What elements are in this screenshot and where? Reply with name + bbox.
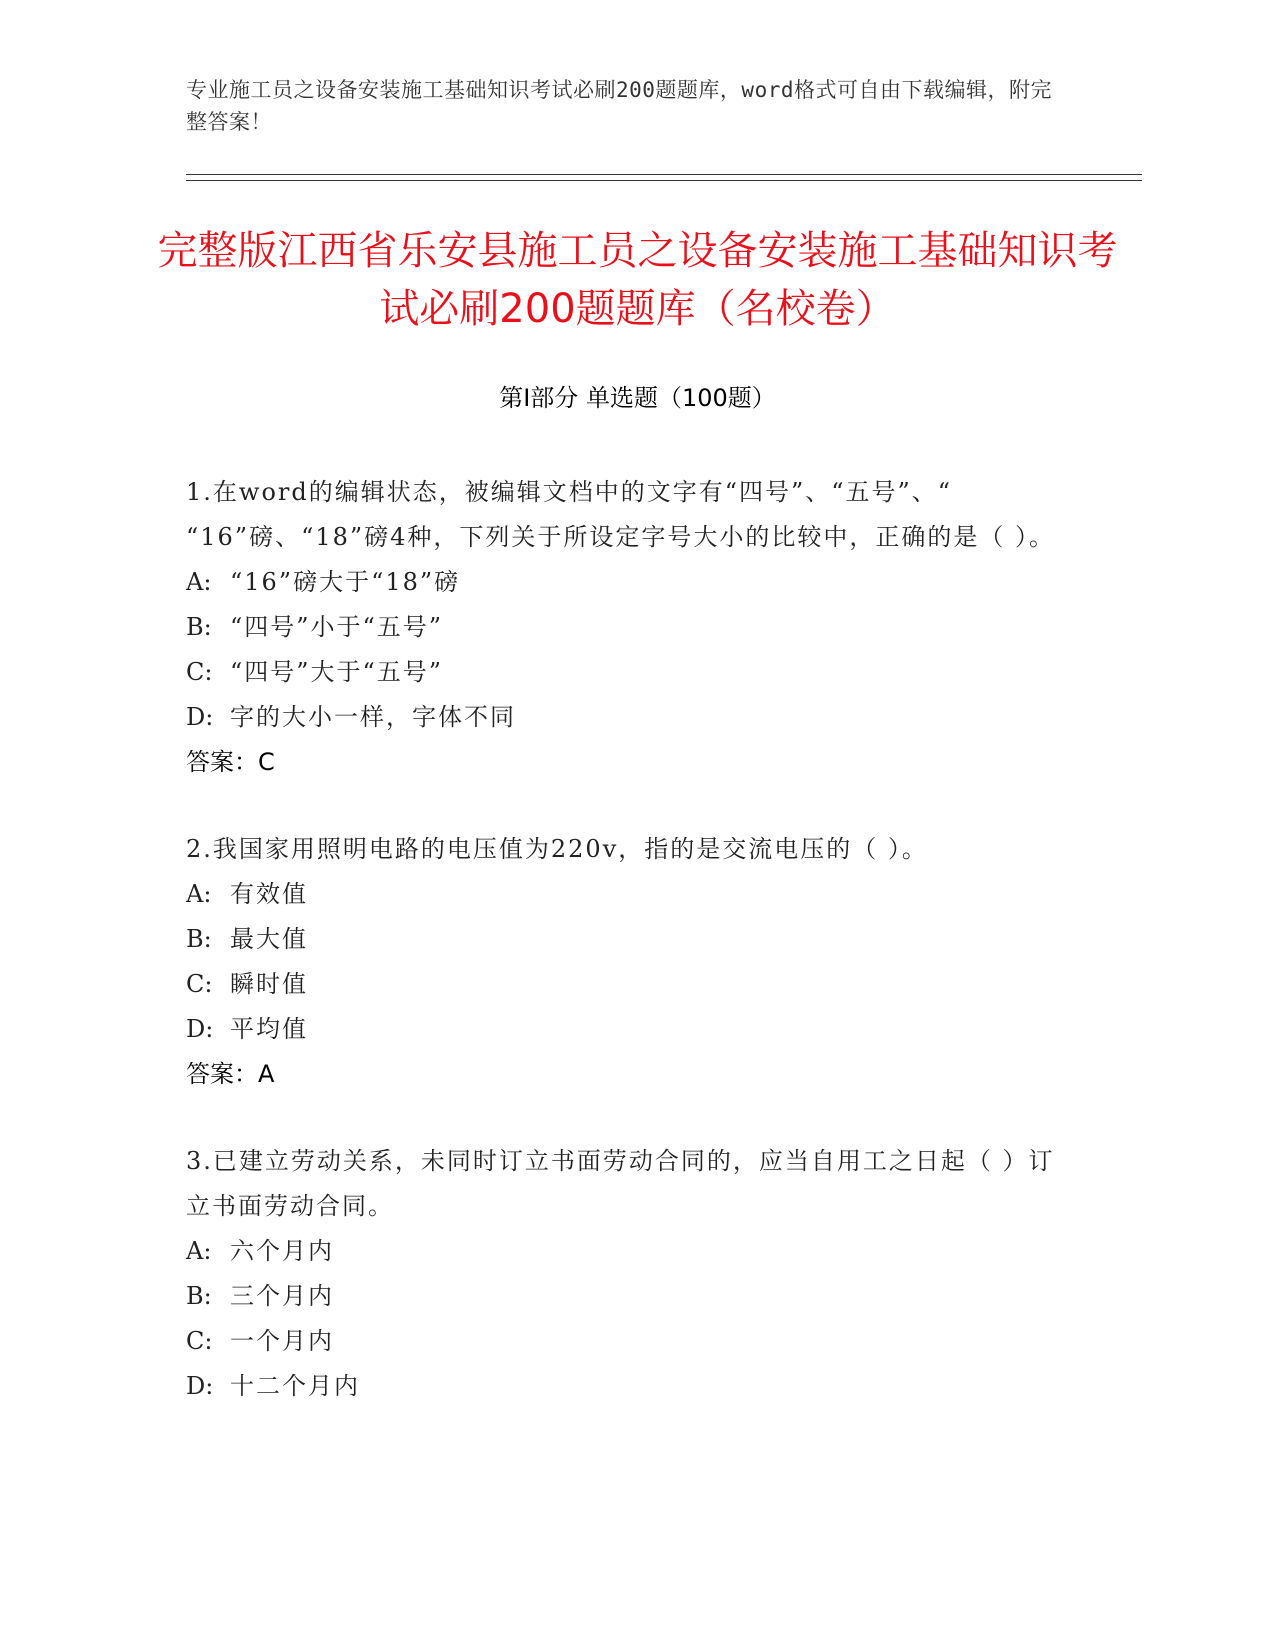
option-a [186, 560, 1066, 605]
answer-line: 答案：C [186, 748, 275, 776]
option-text: 最大值 [230, 925, 308, 953]
question-list [186, 470, 1066, 1451]
header-divider-top [186, 174, 1142, 175]
option-key: A: [186, 1237, 212, 1265]
section-title: 第Ⅰ部分 单选题（100题） [499, 384, 776, 412]
option-a [186, 1229, 1066, 1274]
question-3 [186, 1139, 1066, 1409]
option-c [186, 962, 1066, 1007]
option-key: D: [186, 703, 214, 731]
option-text: 有效值 [230, 880, 308, 908]
option-key: C: [186, 970, 213, 998]
option-key: B: [186, 1282, 212, 1310]
question-stem: 2.我国家用照明电路的电压值为220v，指的是交流电压的（ ）。 [186, 835, 928, 863]
option-key: C: [186, 658, 213, 686]
option-text: “16”磅大于“18”磅 [230, 568, 461, 596]
option-key: A: [186, 880, 212, 908]
option-key: B: [186, 925, 212, 953]
option-text: “四号”小于“五号” [230, 613, 444, 641]
option-text: 六个月内 [230, 1237, 334, 1265]
document-title: 完整版江西省乐安县施工员之设备安装施工基础知识考试必刷200题题库（名校卷） [157, 228, 1118, 332]
option-text: 瞬时值 [230, 970, 308, 998]
option-key: C: [186, 1327, 213, 1355]
option-text: 三个月内 [230, 1282, 334, 1310]
header-divider-bottom [186, 180, 1142, 181]
option-key: A: [186, 568, 212, 596]
question-stem: 3.已建立劳动关系，未同时订立书面劳动合同的，应当自用工之日起（ ）订立书面劳动合同。 [186, 1147, 1055, 1220]
option-text: “四号”大于“五号” [230, 658, 444, 686]
answer-line: 答案：A [186, 1060, 275, 1088]
option-key: D: [186, 1015, 214, 1043]
question-stem: 1.在word的编辑状态，被编辑文档中的文字有“四号”、“五号”、“ “16”磅、“18”磅4种，下列关于所设定字号大小的比较中，正确的是（ ）。 [186, 478, 1056, 551]
question-2 [186, 827, 1066, 1097]
option-b [186, 917, 1066, 962]
option-text: 一个月内 [230, 1327, 334, 1355]
option-c [186, 650, 1066, 695]
option-key: D: [186, 1372, 214, 1400]
option-text: 字的大小一样，字体不同 [230, 703, 516, 731]
question-1 [186, 470, 1066, 785]
header-note: 专业施工员之设备安装施工基础知识考试必刷200题题库，word格式可自由下载编辑，附完整答案！ [186, 78, 1052, 134]
option-b [186, 1274, 1066, 1319]
option-b [186, 605, 1066, 650]
option-d [186, 1364, 1066, 1409]
option-d [186, 1007, 1066, 1052]
option-text: 十二个月内 [230, 1372, 360, 1400]
option-key: B: [186, 613, 212, 641]
option-text: 平均值 [230, 1015, 308, 1043]
option-d [186, 695, 1066, 740]
option-c [186, 1319, 1066, 1364]
option-a [186, 872, 1066, 917]
